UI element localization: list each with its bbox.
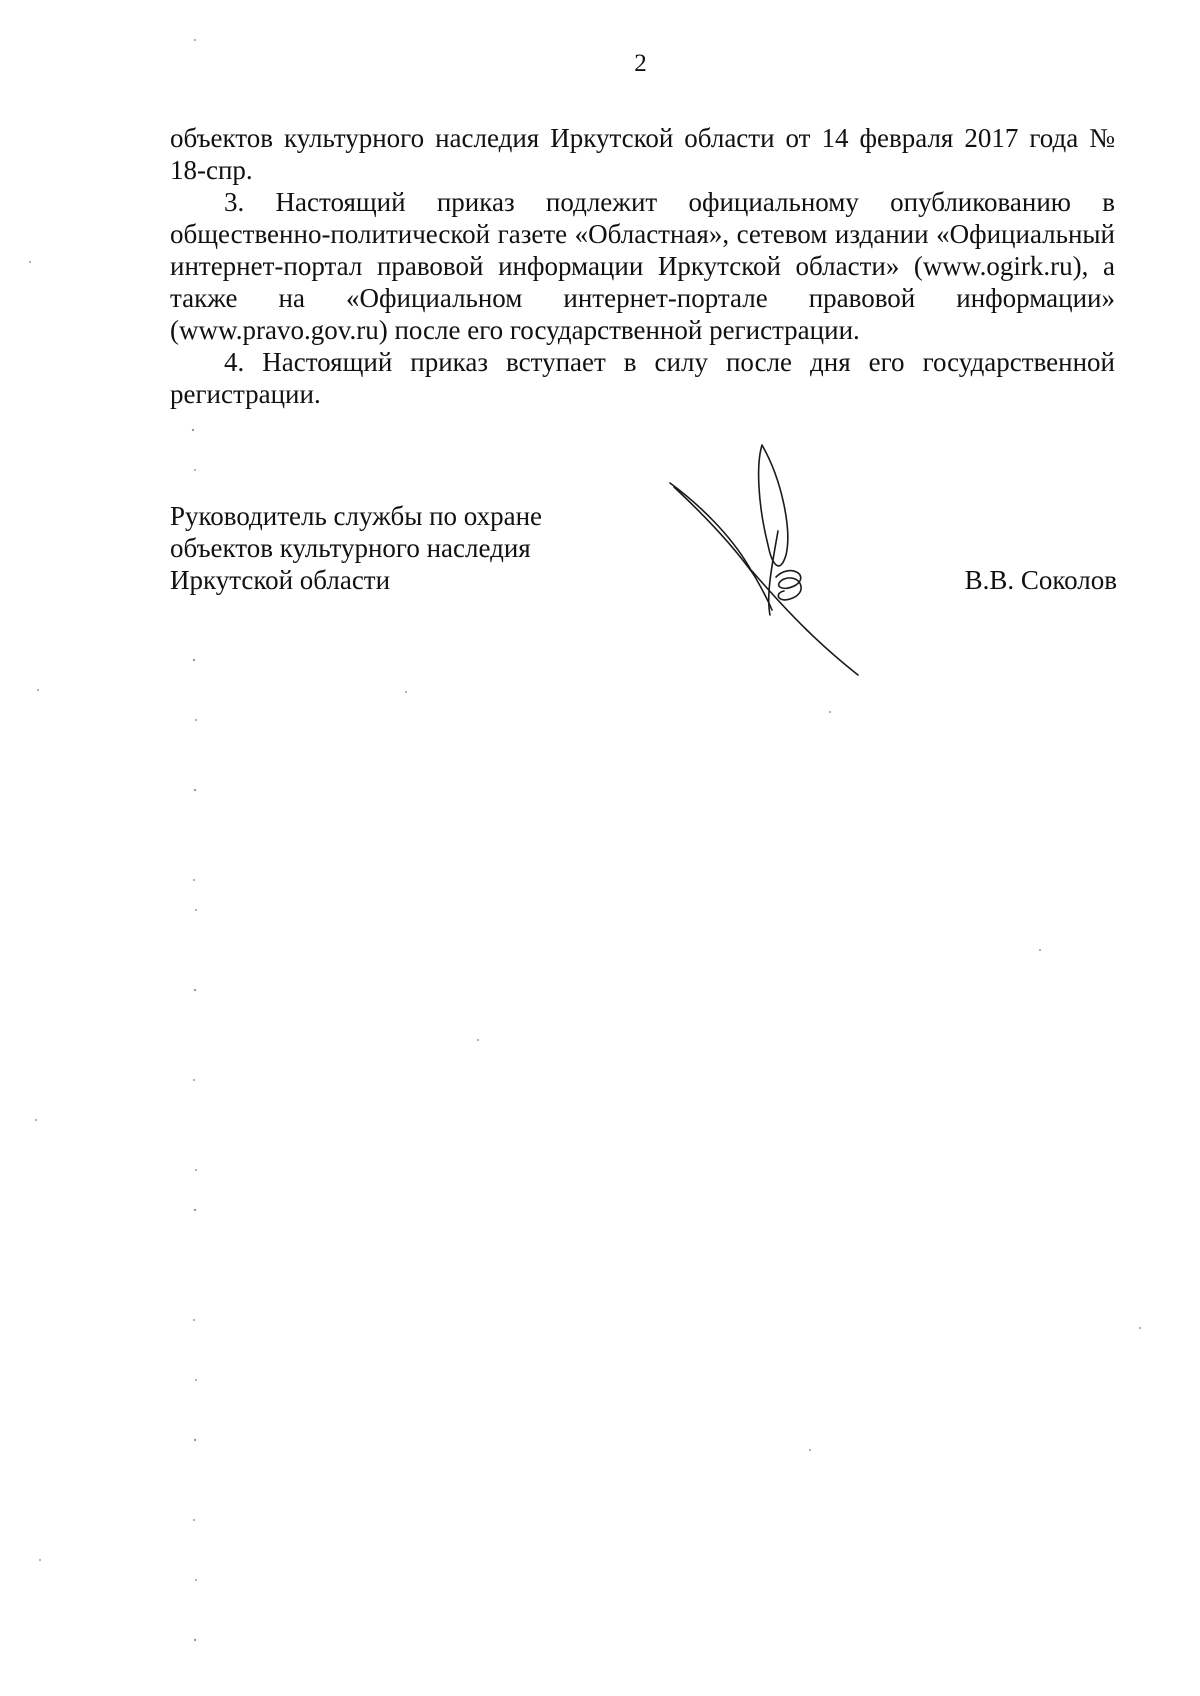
page-number: 2 xyxy=(634,50,647,77)
signer-position-line-2: объектов культурного наследия xyxy=(170,533,531,563)
signer-position xyxy=(170,500,542,596)
signer-position-line-1: Руководитель службы по охране xyxy=(170,501,543,531)
document-body xyxy=(170,122,1115,410)
paragraph-item-4: 4. Настоящий приказ вступает в силу после дня его государственной регистрации. xyxy=(170,347,1115,409)
signer-name: В.В. Соколов xyxy=(964,565,1117,595)
handwritten-signature xyxy=(660,435,890,685)
signer-position-line-3: Иркутской области xyxy=(170,565,391,595)
paragraph-continuation: объектов культурного наследия Иркутской области от 14 февраля 2017 года № 18-спр. xyxy=(170,123,1115,185)
paragraph-item-3: 3. Настоящий приказ подлежит официальному опубликованию в общественно-политической газете «Областная», сетевом издании «Официальный интернет-портал правовой информации Иркутской области» (www.ogirk.ru), а также на «Официальном интернет-портале правовой информации» (www.pravo.gov.ru) после его государственной регистрации. xyxy=(170,187,1115,345)
